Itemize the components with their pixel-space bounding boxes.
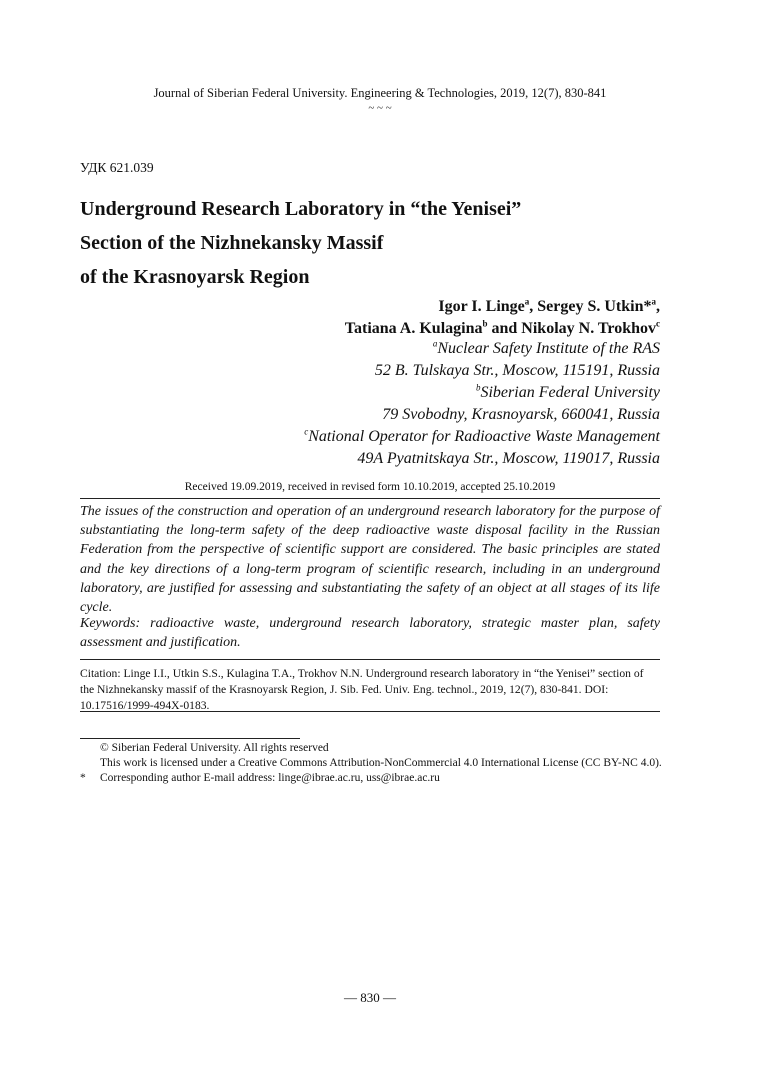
affiliation-address: 49A Pyatnitskaya Str., Moscow, 119017, Russia <box>357 450 660 467</box>
license-note: This work is licensed under a Creative Commons Attribution-NonCommercial 4.0 International License (CC BY-NC 4.0). <box>100 757 662 769</box>
abstract-text: The issues of the construction and operation of an underground research laboratory for the purpose of substantiating the long-term safety of the deep radioactive waste disposal facility in the Russian Federation from the perspective of scientific support are considered. The basic principles are stated and the key directions of a long-term program of scientific research, including in an underground laboratory, are justified for assessing and substantiating the safety of an object at all stages of its life cycle. <box>80 504 660 616</box>
received-dates: Received 19.09.2019, received in revised form 10.10.2019, accepted 25.10.2019 <box>184 481 556 493</box>
udc-code: УДК 621.039 <box>80 160 154 175</box>
citation-text: Citation: Linge I.I., Utkin S.S., Kulagina T.A., Trokhov N.N. Underground research laboratory in “the Yenisei” section of the Nizhnekansky massif of the Krasnoyarsk Region, J. Sib. Fed. Univ. Eng. technol., 2019, 12(7), 830-841. DOI: 10.17516/1999-494X-0183. <box>80 667 644 712</box>
article-title <box>80 192 680 294</box>
author-name: Nikolay N. Trokhov <box>521 320 656 337</box>
title-line-2: Section of the Nizhnekansky Massif <box>80 232 384 254</box>
footnote-rule <box>80 738 300 739</box>
author-name: Igor I. Linge <box>438 298 525 315</box>
author-list: Igor I. Linge$^a$, Sergey S. Utkin*$^a$, Tatiana A. Kulagina$^b$ and Nikolay N. Trokhov$^c$ <box>344 296 660 337</box>
title-line-1: Underground Research Laboratory in “the Yenisei” <box>80 198 522 220</box>
journal-header: Journal of Siberian Federal University. Engineering & Technologies, 2019, 12(7), 830-841 <box>153 86 607 100</box>
affiliation-list <box>304 338 660 470</box>
affiliation-mark: a <box>524 296 530 307</box>
affiliation-name: $^b$Siberian Federal University <box>475 382 660 401</box>
affiliation-mark: b <box>482 318 488 329</box>
affiliation-name: $^c$National Operator for Radioactive Waste Management <box>304 426 660 445</box>
footnotes <box>80 741 680 786</box>
author-name: Tatiana A. Kulagina <box>344 320 483 337</box>
header-ornament: ~ ~ ~ <box>368 102 392 114</box>
corresponding-author-note: Corresponding author E-mail address: linge@ibrae.ac.ru, uss@ibrae.ac.ru <box>100 772 440 784</box>
affiliation-name: $^a$Nuclear Safety Institute of the RAS <box>432 338 660 357</box>
affiliation-address: 79 Svobodny, Krasnoyarsk, 660041, Russia <box>382 406 660 423</box>
affiliation-mark: c <box>656 318 660 329</box>
title-line-3: of the Krasnoyarsk Region <box>80 266 310 288</box>
author-name: Sergey S. Utkin* <box>537 298 652 315</box>
page-number: — 830 — <box>344 990 396 1005</box>
copyright-note: © Siberian Federal University. All rights reserved <box>100 742 329 754</box>
citation-bottom-rule <box>80 711 660 712</box>
affiliation-mark: a <box>651 296 656 307</box>
citation-top-rule <box>80 659 660 660</box>
affiliation-address: 52 B. Tulskaya Str., Moscow, 115191, Russia <box>374 362 660 379</box>
keywords-text: Keywords: radioactive waste, underground research laboratory, strategic master plan, safety assessment and justification. <box>80 616 660 651</box>
corresponding-marker: * <box>80 772 86 784</box>
abstract-top-rule <box>80 498 660 499</box>
